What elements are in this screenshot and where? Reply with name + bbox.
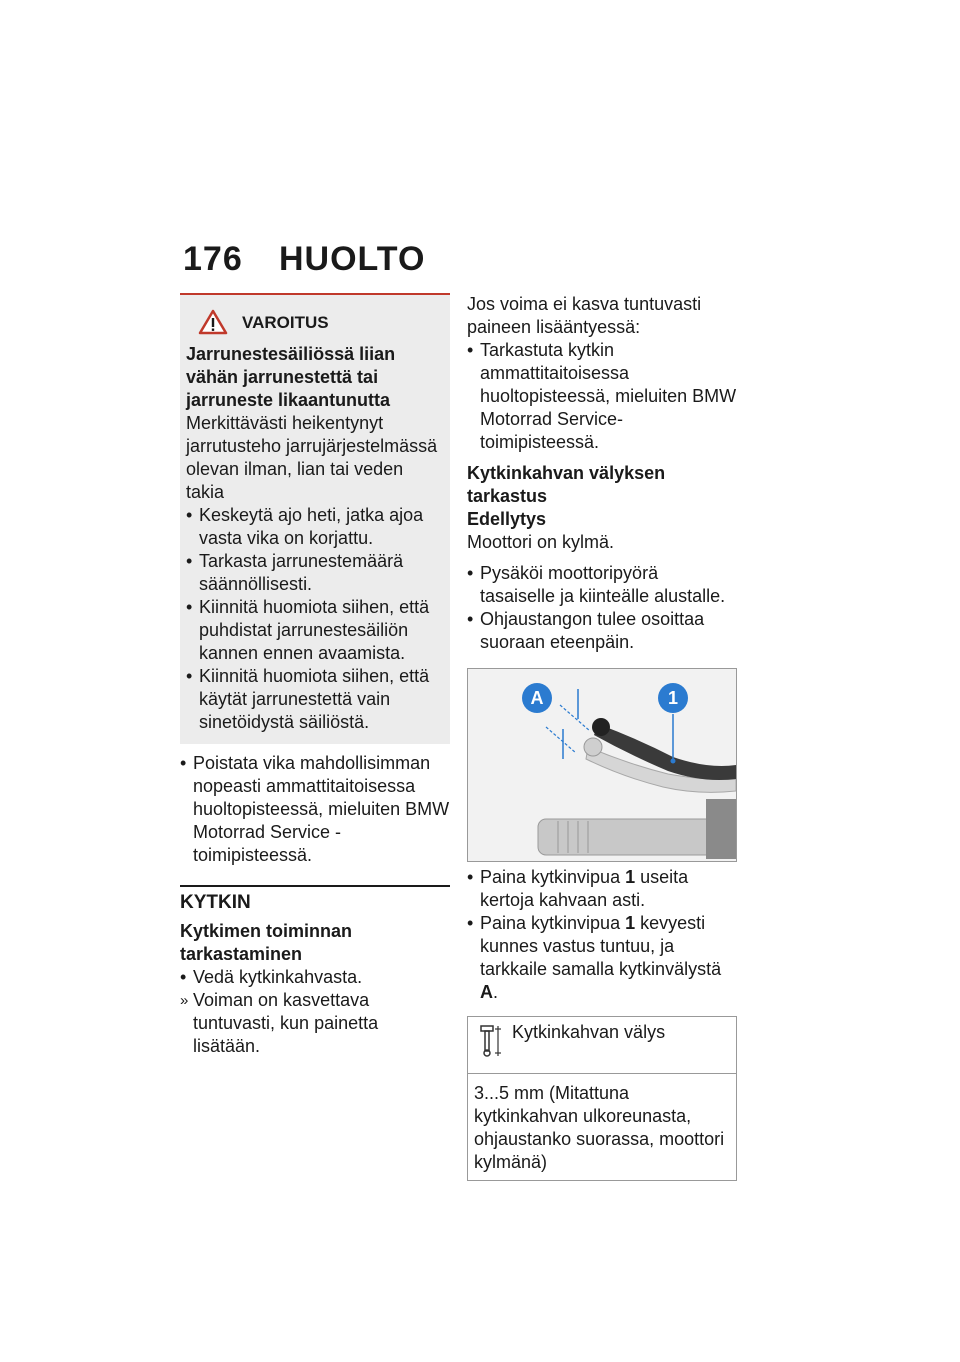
measure-gauge-icon <box>468 1017 512 1073</box>
warning-body: Merkittävästi heikentynyt jarrutusteho jarrujärjestelmässä olevan ilman, lian tai veden takia <box>186 413 438 502</box>
clutch-lever-illustration <box>468 669 736 861</box>
list-item: • Poistata vika mahdollisimman nopeasti ammattitaitoisessa huoltopisteessä, mieluiten BMW Motorrad Service -toimipisteessä. <box>180 752 450 867</box>
list-item <box>467 866 737 912</box>
spec-box <box>467 1016 737 1181</box>
prereq-text: Moottori on kylmä. <box>467 532 615 552</box>
callout-1 <box>658 683 688 713</box>
warning-triangle-icon <box>198 309 228 335</box>
step-ref: 1 <box>625 913 636 933</box>
step-ref: A <box>480 982 493 1002</box>
callout-1-label: 1 <box>667 687 678 708</box>
warning-title-row <box>186 309 442 335</box>
result-item: » Voiman on kasvettava tuntuvasti, kun painetta lisätään. <box>180 989 450 1058</box>
page-number: 176 <box>183 240 243 278</box>
list-item: • Tarkastuta kytkin ammattitaitoisessa huoltopisteessä, mieluiten BMW Motorrad Service-toimipisteessä. <box>467 339 737 454</box>
warning-heading: Jarrunestesäiliössä liian vähän jarrunestettä tai jarruneste likaantunutta <box>186 344 396 410</box>
step-text: . <box>493 982 499 1002</box>
spec-header <box>468 1017 736 1074</box>
step-text: useita kertoja kahvaan asti. <box>480 867 689 910</box>
warning-bullet: • Tarkasta jarrunestemäärä säännöllisesti. <box>186 550 442 596</box>
intro-list <box>467 339 737 454</box>
clutch-lever-figure <box>467 668 737 862</box>
warning-bullet: • Keskeytä ajo heti, jatka ajoa vasta vika on korjattu. <box>186 504 442 550</box>
left-column <box>180 293 450 1058</box>
callout-a <box>522 683 552 713</box>
spec-value: 3...5 mm (Mitattuna kytkinkahvan ulkoreunasta, ohjaustanko suorassa, moottori kylmänä) <box>474 1083 725 1172</box>
section-title: KYTKIN <box>180 892 251 913</box>
prereq-title: Edellytys <box>467 509 547 529</box>
step-ref: 1 <box>625 867 636 887</box>
spec-label: Kytkinkahvan välys <box>512 1022 666 1042</box>
prep-list <box>467 562 737 654</box>
section-subtitle: Kytkimen toiminnan tarkastaminen <box>180 921 353 964</box>
page-header <box>183 240 425 279</box>
step-text: kevyesti kunnes vastus tuntuu, ja tarkkaile samalla kytkinvälystä <box>480 913 722 979</box>
after-warning-list <box>180 752 450 867</box>
subsection-title: Kytkinkahvan välyksen tarkastus <box>467 463 666 506</box>
step-text: Paina kytkinvipua <box>480 867 626 887</box>
intro-text: Jos voima ei kasva tuntuvasti paineen lisääntyessä: <box>467 294 702 337</box>
warning-bullet: • Kiinnitä huomiota siihen, että puhdistat jarrunestesäiliön kannen ennen avaamista. <box>186 596 442 665</box>
section-divider <box>180 885 450 1058</box>
warning-bullet-list <box>186 504 442 734</box>
clutch-steps <box>180 966 450 1058</box>
right-column <box>467 293 737 1181</box>
list-item <box>467 912 737 1004</box>
warning-title: VAROITUS <box>242 312 329 332</box>
list-item: • Pysäköi moottoripyörä tasaiselle ja kiinteälle alustalle. <box>467 562 737 608</box>
page-title: HUOLTO <box>279 240 426 278</box>
warning-box <box>180 293 450 744</box>
step-text: Paina kytkinvipua <box>480 913 626 933</box>
warning-bullet: • Kiinnitä huomiota siihen, että käytät jarrunestettä vain sinetöidystä säiliöstä. <box>186 665 442 734</box>
callout-a-label: A <box>530 687 544 708</box>
check-steps <box>467 866 737 1004</box>
list-item: • Vedä kytkinkahvasta. <box>180 966 450 989</box>
list-item: • Ohjaustangon tulee osoittaa suoraan eteenpäin. <box>467 608 737 654</box>
